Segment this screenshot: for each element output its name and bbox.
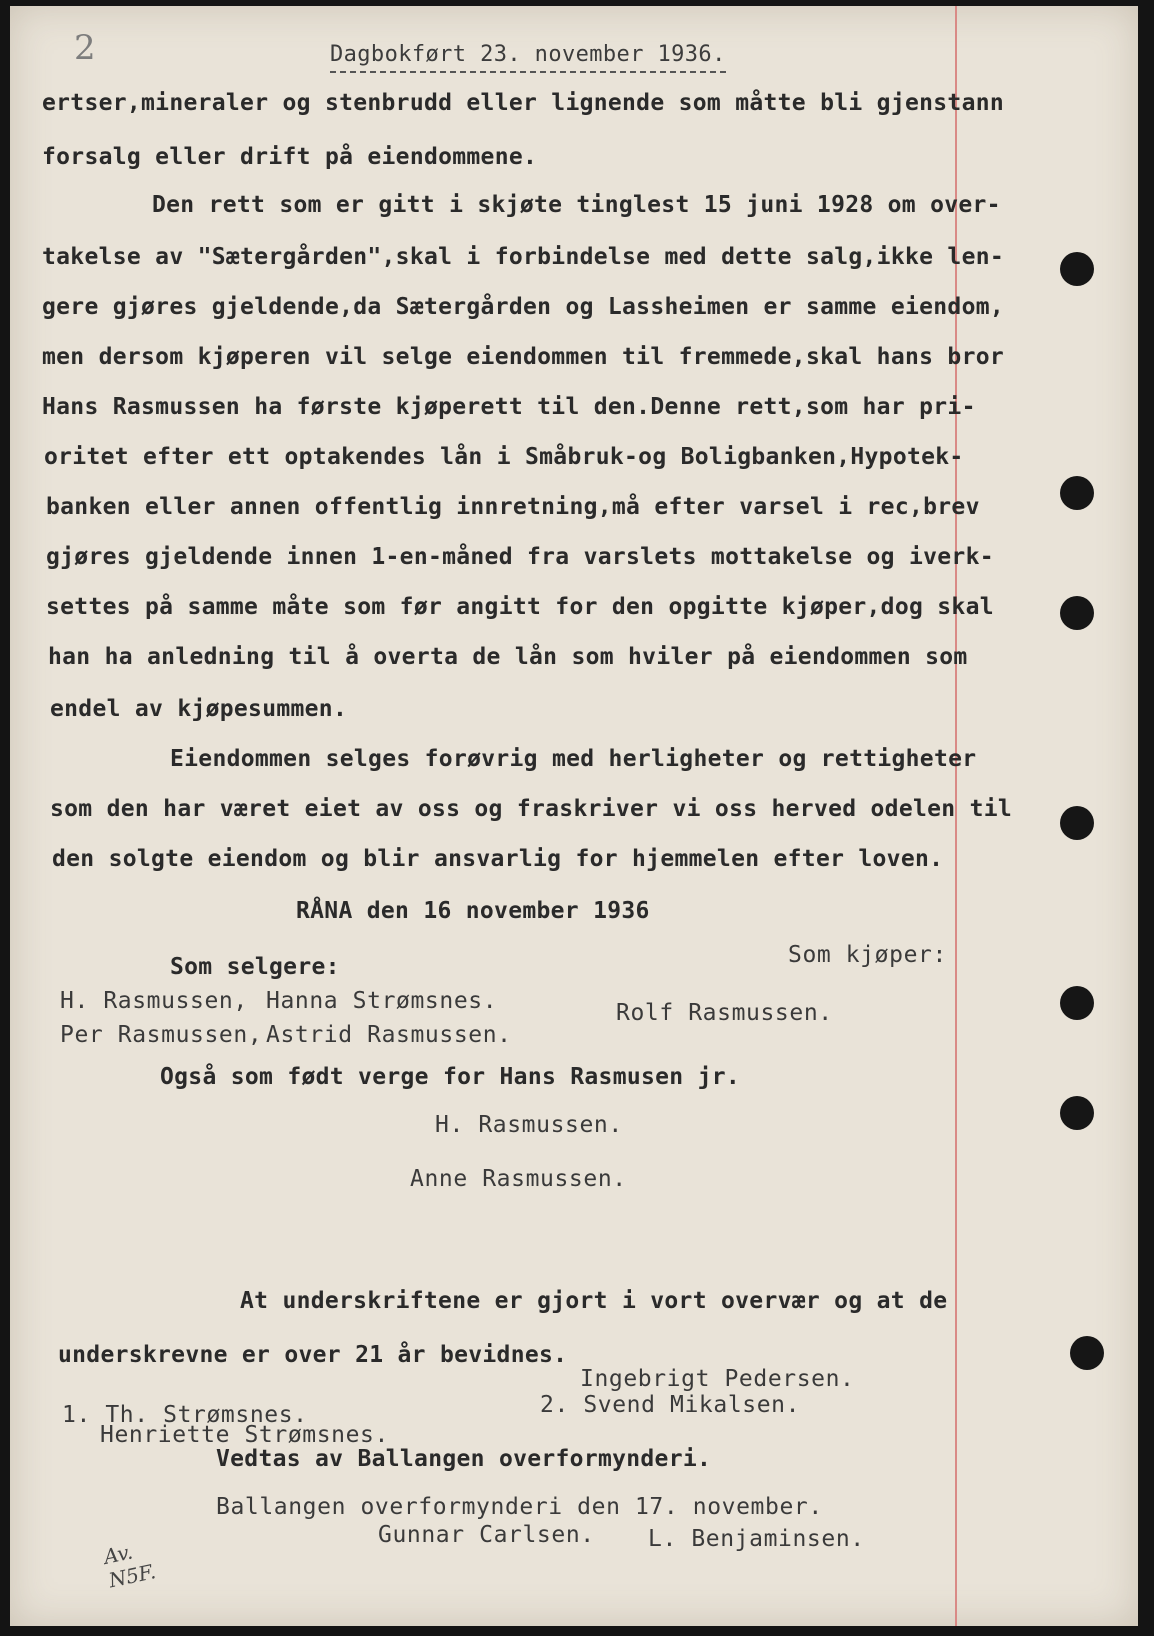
punch-hole: [1060, 252, 1094, 286]
seller-name: Hanna Strømsnes.: [266, 988, 498, 1014]
witness-name: Henriette Strømsnes.: [100, 1422, 389, 1448]
sellers-heading: Som selgere:: [170, 954, 340, 980]
page-number: 2: [74, 28, 96, 68]
witness-statement: underskrevne er over 21 år bevidnes.: [58, 1342, 568, 1368]
registration-header: Dagbokført 23. november 1936.: [330, 42, 726, 73]
approval-place: Ballangen overformynderi den 17. november.: [216, 1494, 823, 1520]
punch-hole: [1060, 986, 1094, 1020]
guardian-signer: H. Rasmussen.: [435, 1112, 623, 1138]
body-line: banken eller annen offentlig innretning,må efter varsel i rec,brev: [46, 494, 980, 520]
approval-line: Vedtas av Ballangen overformynderi.: [216, 1446, 712, 1472]
document-page: [10, 6, 1138, 1626]
punch-hole: [1060, 1096, 1094, 1130]
body-line: han ha anledning til å overta de lån som hviler på eiendommen som: [48, 644, 968, 670]
body-line: den solgte eiendom og blir ansvarlig for hjemmelen efter loven.: [52, 846, 944, 872]
witness-name: Ingebrigt Pedersen.: [580, 1366, 855, 1392]
body-line: settes på samme måte som før angitt for den opgitte kjøper,dog skal: [46, 594, 994, 620]
approval-signer: Gunnar Carlsen.: [378, 1522, 595, 1548]
body-line: Den rett som er gitt i skjøte tinglest 15 juni 1928 om over-: [152, 192, 1001, 218]
guardian-line: Også som født verge for Hans Rasmusen jr.: [160, 1064, 741, 1090]
place-date: RÅNA den 16 november 1936: [296, 898, 650, 924]
body-line: gjøres gjeldende innen 1-en-måned fra varslets mottakelse og iverk-: [46, 544, 994, 570]
body-line: men dersom kjøperen vil selge eiendommen til fremmede,skal hans bror: [42, 344, 1005, 370]
body-line: ertser,mineraler og stenbrudd eller lignende som måtte bli gjenstann: [42, 90, 1005, 116]
punch-hole: [1070, 1336, 1104, 1370]
guardian-signer: Anne Rasmussen.: [410, 1166, 627, 1192]
buyer-heading: Som kjøper:: [788, 942, 947, 968]
witness-name: 1. Th. Strømsnes.: [62, 1402, 308, 1428]
witness-statement: At underskriftene er gjort i vort overvær og at de: [240, 1288, 948, 1314]
witness-name: 2. Svend Mikalsen.: [540, 1392, 801, 1418]
body-line: som den har været eiet av oss og fraskriver vi oss herved odelen til: [50, 796, 1013, 822]
punch-hole: [1060, 596, 1094, 630]
body-line: gere gjøres gjeldende,da Sætergården og Lassheimen er samme eiendom,: [42, 294, 1005, 320]
approval-signer: L. Benjaminsen.: [648, 1526, 865, 1552]
seller-name: Per Rasmussen,: [60, 1022, 263, 1048]
body-line: forsalg eller drift på eiendommene.: [42, 144, 538, 170]
body-line: Hans Rasmussen ha første kjøperett til den.Denne rett,som har pri-: [42, 394, 976, 420]
margin-note: Av. N5F.: [101, 1539, 158, 1593]
body-line: endel av kjøpesummen.: [50, 696, 348, 722]
punch-hole: [1060, 806, 1094, 840]
body-line: takelse av "Sætergården",skal i forbindelse med dette salg,ikke len-: [42, 244, 1005, 270]
punch-hole: [1060, 476, 1094, 510]
seller-name: Astrid Rasmussen.: [266, 1022, 512, 1048]
buyer-name: Rolf Rasmussen.: [616, 1000, 833, 1026]
body-line: Eiendommen selges forøvrig med herligheter og rettigheter: [170, 746, 977, 772]
seller-name: H. Rasmussen,: [60, 988, 248, 1014]
body-line: oritet efter ett optakendes lån i Småbruk-og Boligbanken,Hypotek-: [44, 444, 964, 470]
